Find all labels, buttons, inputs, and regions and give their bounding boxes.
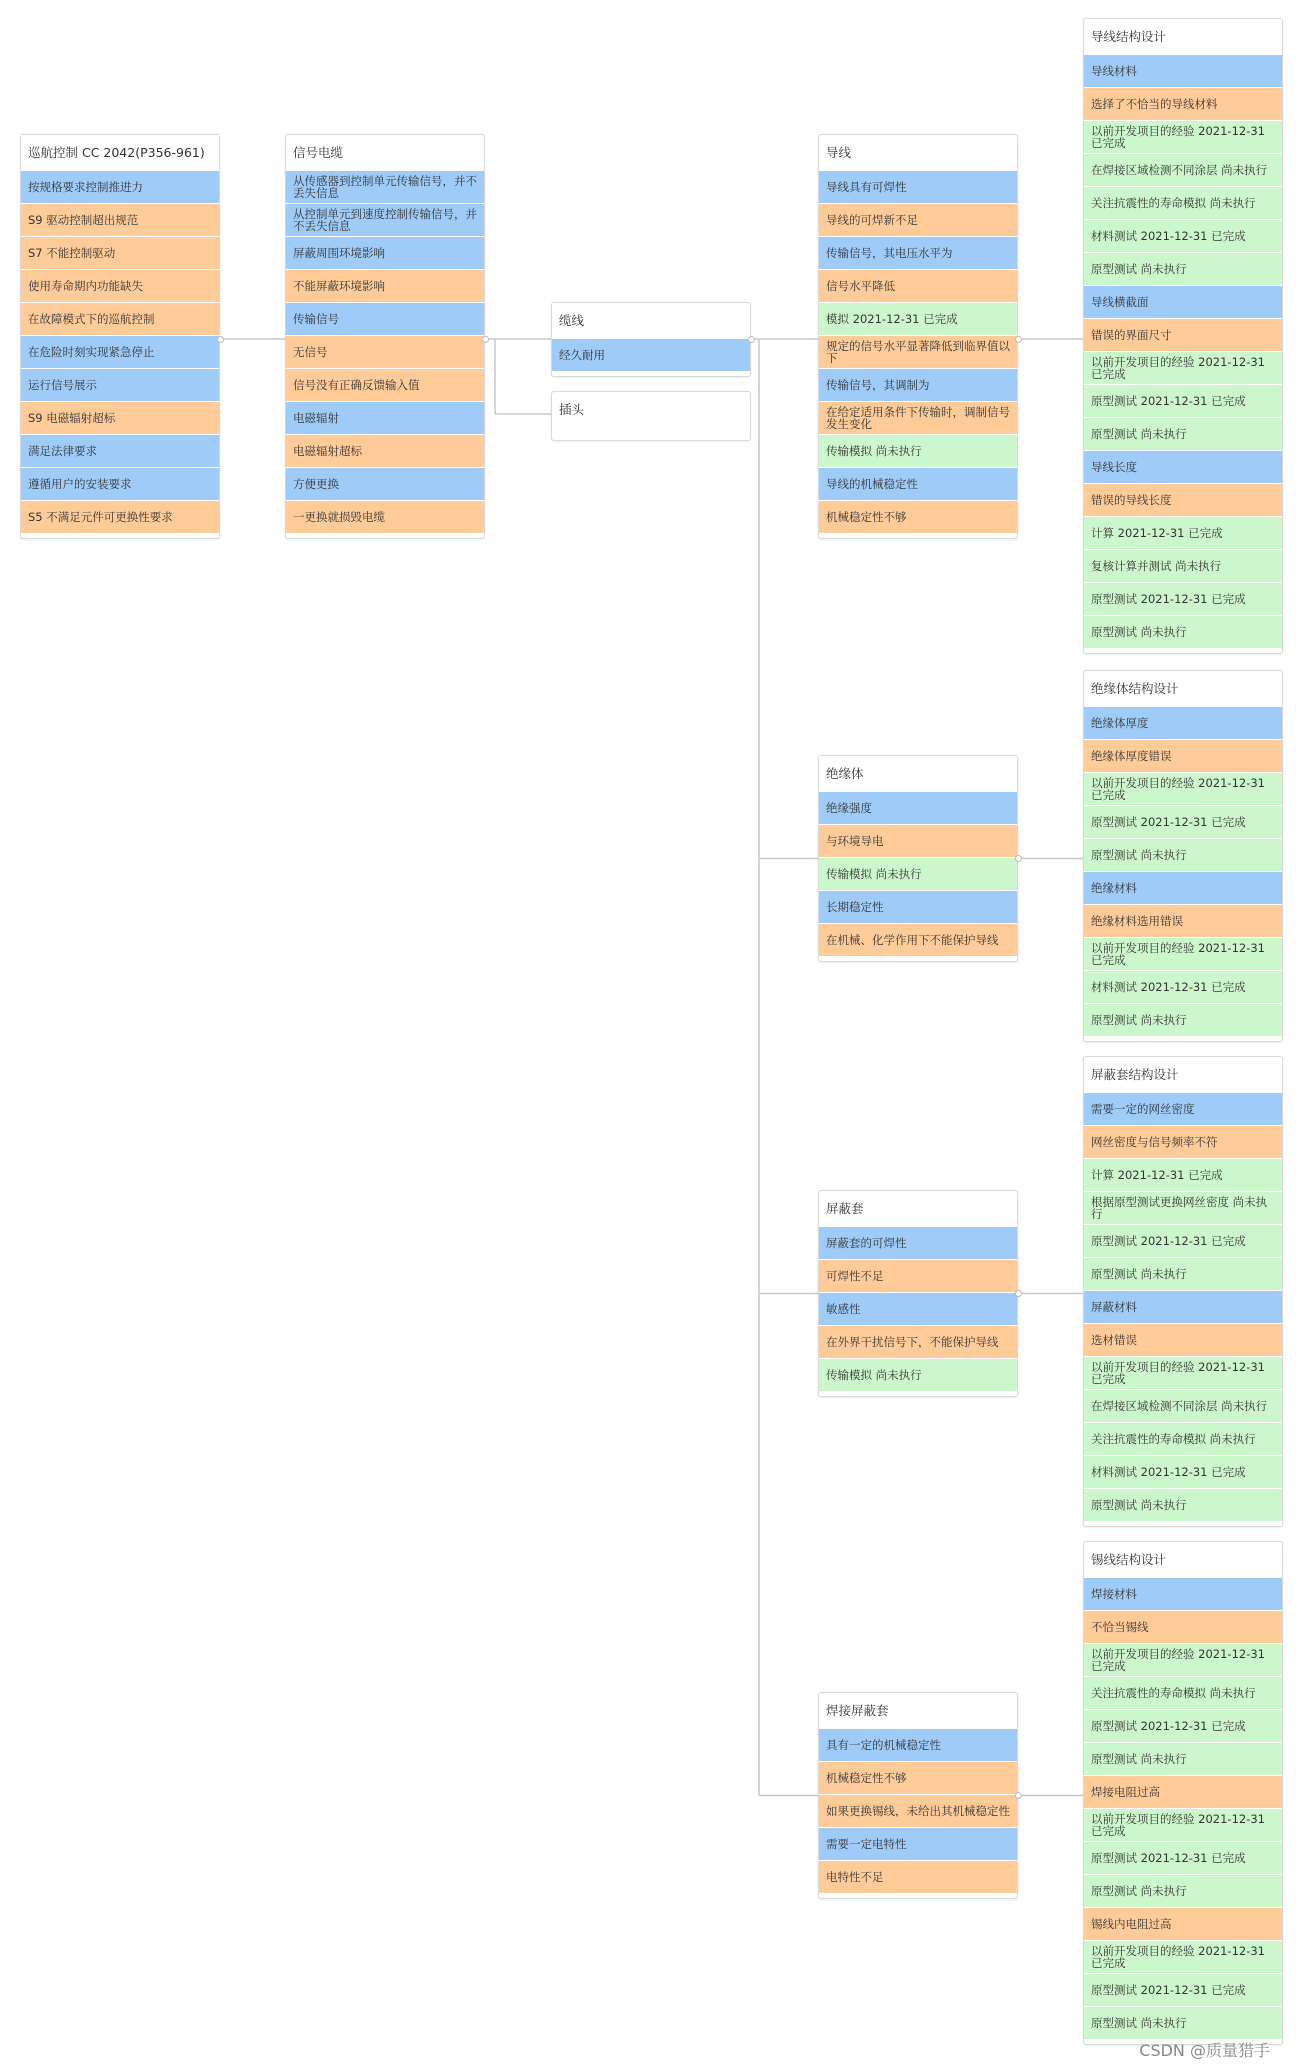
action-row[interactable]: [1084, 121, 1282, 154]
row-text: 绝缘材料选用错误: [1091, 914, 1183, 928]
row-text: 在机械、化学作用下不能保护导线: [826, 933, 999, 947]
row-text: 传输信号，其调制为: [826, 378, 930, 392]
row-text: 电特性不足: [826, 1870, 884, 1884]
failure-row[interactable]: [1084, 1908, 1282, 1941]
node-ins-design[interactable]: [1083, 670, 1283, 1042]
row-text: 以前开发项目的经验 2021-12-31 已完成: [1091, 1944, 1265, 1970]
row-text: 选材错误: [1091, 1333, 1137, 1347]
node-rows: [1084, 55, 1282, 653]
function-row[interactable]: [819, 792, 1017, 825]
failure-row[interactable]: [1084, 1324, 1282, 1357]
node-rows: [819, 792, 1017, 961]
function-row[interactable]: [21, 171, 219, 204]
node-title: 绝缘体: [826, 766, 864, 781]
row-text: 原型测试 2021-12-31 已完成: [1091, 1851, 1246, 1865]
row-text: 材料测试 2021-12-31 已完成: [1091, 980, 1246, 994]
row-text: 焊接电阻过高: [1091, 1785, 1160, 1799]
row-text: 传输信号: [293, 312, 339, 326]
node-rows: [1084, 707, 1282, 1041]
action-row[interactable]: [1084, 616, 1282, 649]
row-text: 按规格要求控制推进力: [28, 180, 143, 194]
node-rows: [1084, 1093, 1282, 1526]
function-row[interactable]: [552, 339, 750, 372]
node-cruise[interactable]: [20, 134, 220, 539]
row-text: 以前开发项目的经验 2021-12-31 已完成: [1091, 1647, 1265, 1673]
node-weldshield[interactable]: [818, 1692, 1018, 1899]
function-row[interactable]: [819, 891, 1017, 924]
node-title: 绝缘体结构设计: [1091, 681, 1179, 696]
row-text: 导线长度: [1091, 460, 1137, 474]
action-row[interactable]: [1084, 1390, 1282, 1423]
row-text: 绝缘体厚度: [1091, 716, 1149, 730]
row-text: 屏蔽套的可焊性: [826, 1236, 907, 1250]
node-title: 焊接屏蔽套: [826, 1703, 889, 1718]
function-row[interactable]: [819, 369, 1017, 402]
failure-row[interactable]: [286, 435, 484, 468]
action-row[interactable]: [1084, 220, 1282, 253]
action-row[interactable]: [1084, 839, 1282, 872]
failure-row[interactable]: [21, 204, 219, 237]
row-text: 规定的信号水平显著降低到临界值以下: [826, 339, 1010, 365]
row-text: 原型测试 尚未执行: [1091, 1752, 1187, 1766]
action-row[interactable]: [1084, 1225, 1282, 1258]
row-text: 与环境导电: [826, 834, 884, 848]
function-row[interactable]: [286, 303, 484, 336]
row-text: 不能屏蔽环境影响: [293, 279, 385, 293]
node-title: 缆线: [559, 313, 585, 328]
row-text: 信号没有正确反馈输入值: [293, 378, 420, 392]
action-row[interactable]: [1084, 253, 1282, 286]
action-row[interactable]: [819, 435, 1017, 468]
function-row[interactable]: [819, 171, 1017, 204]
row-text: 原型测试 尚未执行: [1091, 1884, 1187, 1898]
action-row[interactable]: [1084, 154, 1282, 187]
function-row[interactable]: [21, 369, 219, 402]
action-row[interactable]: [819, 858, 1017, 891]
node-tin-design[interactable]: [1083, 1541, 1283, 2045]
row-text: 导线的机械稳定性: [826, 477, 918, 491]
row-text: 原型测试 尚未执行: [1091, 427, 1187, 441]
failure-row[interactable]: [1084, 1126, 1282, 1159]
failure-row[interactable]: [819, 1795, 1017, 1828]
row-text: 材料测试 2021-12-31 已完成: [1091, 1465, 1246, 1479]
row-text: 需要一定的网丝密度: [1091, 1102, 1195, 1116]
failure-row[interactable]: [21, 270, 219, 303]
row-text: 需要一定电特性: [826, 1837, 907, 1851]
function-row[interactable]: [819, 1828, 1017, 1861]
failure-row[interactable]: [1084, 740, 1282, 773]
function-row[interactable]: [1084, 1093, 1282, 1126]
row-text: 原型测试 尚未执行: [1091, 2016, 1187, 2030]
failure-row[interactable]: [21, 402, 219, 435]
function-row[interactable]: [286, 204, 484, 237]
node-rows: [819, 1729, 1017, 1898]
row-text: S9 驱动控制超出规范: [28, 213, 139, 227]
action-row[interactable]: [1084, 1489, 1282, 1522]
row-text: 绝缘材料: [1091, 881, 1137, 895]
failure-row[interactable]: [819, 924, 1017, 957]
node-cond-design[interactable]: [1083, 18, 1283, 654]
action-row[interactable]: [1084, 1974, 1282, 2007]
action-row[interactable]: [1084, 1159, 1282, 1192]
function-row[interactable]: [1084, 451, 1282, 484]
action-row[interactable]: [1084, 2007, 1282, 2040]
row-text: 导线具有可焊性: [826, 180, 907, 194]
action-row[interactable]: [1084, 550, 1282, 583]
expand-handle[interactable]: [482, 336, 489, 343]
node-rows: [819, 1227, 1017, 1396]
row-text: 复核计算并测试 尚未执行: [1091, 559, 1222, 573]
action-row[interactable]: [1084, 1192, 1282, 1225]
row-text: 原型测试 2021-12-31 已完成: [1091, 592, 1246, 606]
row-text: 传输模拟 尚未执行: [826, 1368, 922, 1382]
row-text: 导线横截面: [1091, 295, 1149, 309]
row-text: 机械稳定性不够: [826, 510, 907, 524]
row-text: 原型测试 2021-12-31 已完成: [1091, 1983, 1246, 1997]
node-rows: [552, 428, 750, 440]
row-text: 错误的导线长度: [1091, 493, 1172, 507]
action-row[interactable]: [1084, 352, 1282, 385]
action-row[interactable]: [1084, 1677, 1282, 1710]
row-text: 从控制单元到速度控制传输信号，并不丢失信息: [293, 207, 477, 233]
function-row[interactable]: [819, 1729, 1017, 1762]
failure-row[interactable]: [819, 825, 1017, 858]
function-row[interactable]: [1084, 707, 1282, 740]
node-plug[interactable]: [551, 391, 751, 441]
row-text: 无信号: [293, 345, 328, 359]
node-shield-design[interactable]: [1083, 1056, 1283, 1527]
action-row[interactable]: [1084, 517, 1282, 550]
row-text: 以前开发项目的经验 2021-12-31 已完成: [1091, 1360, 1265, 1386]
row-text: S5 不满足元件可更换性要求: [28, 510, 173, 524]
row-text: 在危险时刻实现紧急停止: [28, 345, 155, 359]
action-row[interactable]: [1084, 385, 1282, 418]
row-text: 长期稳定性: [826, 900, 884, 914]
row-text: 以前开发项目的经验 2021-12-31 已完成: [1091, 776, 1265, 802]
function-row[interactable]: [819, 1227, 1017, 1260]
row-text: 原型测试 尚未执行: [1091, 1013, 1187, 1027]
row-text: 原型测试 尚未执行: [1091, 1267, 1187, 1281]
function-row[interactable]: [286, 171, 484, 204]
row-text: 原型测试 尚未执行: [1091, 262, 1187, 276]
row-text: 可焊性不足: [826, 1269, 884, 1283]
action-row[interactable]: [1084, 1710, 1282, 1743]
failure-row[interactable]: [286, 270, 484, 303]
row-text: 网丝密度与信号频率不符: [1091, 1135, 1218, 1149]
row-text: 不恰当锡线: [1091, 1620, 1149, 1634]
node-insulator[interactable]: [818, 755, 1018, 962]
failure-row[interactable]: [21, 303, 219, 336]
row-text: 以前开发项目的经验 2021-12-31 已完成: [1091, 1812, 1265, 1838]
row-text: 导线的可焊新不足: [826, 213, 918, 227]
row-text: 关注抗震性的寿命模拟 尚未执行: [1091, 196, 1256, 210]
row-text: 在焊接区域检测不同涂层 尚未执行: [1091, 163, 1268, 177]
failure-row[interactable]: [1084, 1776, 1282, 1809]
row-text: 原型测试 2021-12-31 已完成: [1091, 1719, 1246, 1733]
row-text: 传输信号，其电压水平为: [826, 246, 953, 260]
failure-row[interactable]: [819, 501, 1017, 534]
failure-row[interactable]: [819, 336, 1017, 369]
node-wire[interactable]: [551, 302, 751, 377]
failure-row[interactable]: [1084, 484, 1282, 517]
function-row[interactable]: [819, 468, 1017, 501]
function-row[interactable]: [819, 1293, 1017, 1326]
row-text: 原型测试 尚未执行: [1091, 625, 1187, 639]
node-rows: [552, 339, 750, 376]
function-row[interactable]: [1084, 55, 1282, 88]
row-text: 原型测试 2021-12-31 已完成: [1091, 394, 1246, 408]
failure-row[interactable]: [286, 369, 484, 402]
row-text: 遵循用户的安装要求: [28, 477, 132, 491]
action-row[interactable]: [1084, 1456, 1282, 1489]
row-text: S7 不能控制驱动: [28, 246, 116, 260]
row-text: 运行信号展示: [28, 378, 97, 392]
function-row[interactable]: [1084, 286, 1282, 319]
row-text: 原型测试 尚未执行: [1091, 848, 1187, 862]
action-row[interactable]: [1084, 806, 1282, 839]
row-text: 原型测试 2021-12-31 已完成: [1091, 1234, 1246, 1248]
row-text: 在外界干扰信号下，不能保护导线: [826, 1335, 999, 1349]
action-row[interactable]: [1084, 583, 1282, 616]
failure-row[interactable]: [819, 204, 1017, 237]
row-text: 关注抗震性的寿命模拟 尚未执行: [1091, 1686, 1256, 1700]
row-text: 锡线内电阻过高: [1091, 1917, 1172, 1931]
node-rows: [1084, 1578, 1282, 2044]
action-row[interactable]: [1084, 418, 1282, 451]
node-title: 屏蔽套结构设计: [1091, 1067, 1179, 1082]
row-text: 模拟 2021-12-31 已完成: [826, 312, 958, 326]
failure-row[interactable]: [1084, 1611, 1282, 1644]
row-text: 绝缘体厚度错误: [1091, 749, 1172, 763]
failure-row[interactable]: [819, 1762, 1017, 1795]
row-text: 电磁辐射超标: [293, 444, 362, 458]
failure-row[interactable]: [21, 237, 219, 270]
expand-handle[interactable]: [1015, 1290, 1022, 1297]
row-text: 焊接材料: [1091, 1587, 1137, 1601]
action-row[interactable]: [1084, 938, 1282, 971]
node-title: 巡航控制 CC 2042(P356-961): [28, 145, 205, 160]
row-text: 屏蔽材料: [1091, 1300, 1137, 1314]
node-title: 锡线结构设计: [1091, 1552, 1167, 1567]
row-text: 电磁辐射: [293, 411, 339, 425]
row-text: 屏蔽周围环境影响: [293, 246, 385, 260]
failure-row[interactable]: [1084, 88, 1282, 121]
action-row[interactable]: [1084, 1875, 1282, 1908]
node-title: 导线结构设计: [1091, 29, 1167, 44]
action-row[interactable]: [819, 303, 1017, 336]
node-rows: [819, 171, 1017, 538]
failure-row[interactable]: [819, 402, 1017, 435]
row-text: 满足法律要求: [28, 444, 97, 458]
action-row[interactable]: [1084, 1842, 1282, 1875]
action-row[interactable]: [1084, 1644, 1282, 1677]
row-text: 根据原型测试更换网丝密度 尚未执行: [1091, 1195, 1268, 1221]
row-text: 选择了不恰当的导线材料: [1091, 97, 1218, 111]
function-row[interactable]: [1084, 872, 1282, 905]
function-row[interactable]: [286, 237, 484, 270]
row-text: S9 电磁辐射超标: [28, 411, 116, 425]
row-text: 关注抗震性的寿命模拟 尚未执行: [1091, 1432, 1256, 1446]
function-row[interactable]: [21, 336, 219, 369]
action-row[interactable]: [819, 1359, 1017, 1392]
failure-row[interactable]: [819, 270, 1017, 303]
failure-row[interactable]: [819, 1861, 1017, 1894]
failure-row[interactable]: [21, 501, 219, 534]
failure-row[interactable]: [286, 336, 484, 369]
node-title: 信号电缆: [293, 145, 344, 160]
row-text: 绝缘强度: [826, 801, 872, 815]
action-row[interactable]: [1084, 1258, 1282, 1291]
failure-row[interactable]: [1084, 319, 1282, 352]
expand-handle[interactable]: [748, 336, 755, 343]
row-text: 在焊接区域检测不同涂层 尚未执行: [1091, 1399, 1268, 1413]
action-row[interactable]: [1084, 1004, 1282, 1037]
row-text: 从传感器到控制单元传输信号，并不丢失信息: [293, 174, 477, 200]
node-shield[interactable]: [818, 1190, 1018, 1397]
row-text: 如果更换锡线，未给出其机械稳定性: [826, 1804, 1010, 1818]
function-row[interactable]: [286, 468, 484, 501]
row-text: 信号水平降低: [826, 279, 895, 293]
node-title: 屏蔽套: [826, 1201, 864, 1216]
expand-handle[interactable]: [1015, 1792, 1022, 1799]
row-text: 原型测试 2021-12-31 已完成: [1091, 815, 1246, 829]
action-row[interactable]: [1084, 773, 1282, 806]
action-row[interactable]: [1084, 1941, 1282, 1974]
row-text: 方便更换: [293, 477, 339, 491]
row-text: 一更换就损毁电缆: [293, 510, 385, 524]
row-text: 以前开发项目的经验 2021-12-31 已完成: [1091, 355, 1265, 381]
function-row[interactable]: [21, 435, 219, 468]
action-row[interactable]: [1084, 971, 1282, 1004]
row-text: 原型测试 尚未执行: [1091, 1498, 1187, 1512]
action-row[interactable]: [1084, 1357, 1282, 1390]
function-row[interactable]: [21, 468, 219, 501]
function-row[interactable]: [286, 402, 484, 435]
watermark: CSDN @质量猎手: [1139, 2041, 1270, 2060]
row-text: 计算 2021-12-31 已完成: [1091, 1168, 1223, 1182]
function-row[interactable]: [819, 237, 1017, 270]
expand-handle[interactable]: [1015, 855, 1022, 862]
function-row[interactable]: [1084, 1291, 1282, 1324]
failure-row[interactable]: [1084, 905, 1282, 938]
expand-handle[interactable]: [1015, 336, 1022, 343]
row-text: 传输模拟 尚未执行: [826, 444, 922, 458]
row-text: 使用寿命期内功能缺失: [28, 279, 143, 293]
row-text: 以前开发项目的经验 2021-12-31 已完成: [1091, 941, 1265, 967]
row-text: 计算 2021-12-31 已完成: [1091, 526, 1223, 540]
row-text: 材料测试 2021-12-31 已完成: [1091, 229, 1246, 243]
row-text: 以前开发项目的经验 2021-12-31 已完成: [1091, 124, 1265, 150]
node-rows: [286, 171, 484, 538]
node-rows: [21, 171, 219, 538]
row-text: 传输模拟 尚未执行: [826, 867, 922, 881]
failure-row[interactable]: [819, 1260, 1017, 1293]
node-cable[interactable]: [285, 134, 485, 539]
row-text: 敏感性: [826, 1302, 861, 1316]
action-row[interactable]: [1084, 1423, 1282, 1456]
row-text: 导线材料: [1091, 64, 1137, 78]
action-row[interactable]: [1084, 1809, 1282, 1842]
row-text: 在故障模式下的巡航控制: [28, 312, 155, 326]
row-text: 机械稳定性不够: [826, 1771, 907, 1785]
failure-row[interactable]: [286, 501, 484, 534]
row-text: 错误的界面尺寸: [1091, 328, 1172, 342]
row-text: 在给定适用条件下传输时，调制信号发生变化: [826, 405, 1010, 431]
failure-row[interactable]: [819, 1326, 1017, 1359]
node-title: 插头: [559, 402, 585, 417]
node-conductor[interactable]: [818, 134, 1018, 539]
node-title: 导线: [826, 145, 852, 160]
action-row[interactable]: [1084, 187, 1282, 220]
function-row[interactable]: [1084, 1578, 1282, 1611]
expand-handle[interactable]: [217, 336, 224, 343]
action-row[interactable]: [1084, 1743, 1282, 1776]
row-text: 经久耐用: [559, 348, 605, 362]
row-text: 具有一定的机械稳定性: [826, 1738, 941, 1752]
